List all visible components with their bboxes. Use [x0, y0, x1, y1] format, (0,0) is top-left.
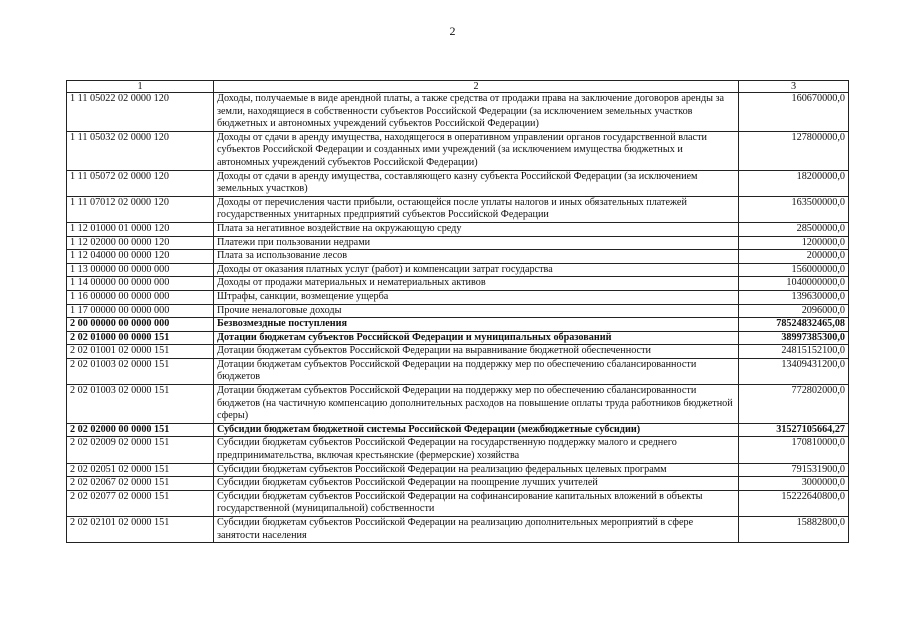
- description-cell: Доходы от сдачи в аренду имущества, находящегося в оперативном управлении органов государственной власти субъектов Российской Федерации и созданных ими учреждений (за исключением имущества бюджетных и автономных учреждений субъектов Российской Федерации): [214, 131, 739, 170]
- classification-code-cell: 2 02 01003 02 0000 151: [67, 385, 214, 424]
- table-row: [67, 423, 849, 437]
- table-row: [67, 222, 849, 236]
- table-row: [67, 250, 849, 264]
- description-cell: Дотации бюджетам субъектов Российской Федерации и муниципальных образований: [214, 331, 739, 345]
- classification-code-cell: 2 02 01001 02 0000 151: [67, 345, 214, 359]
- classification-code-cell: 1 12 02000 00 0000 120: [67, 236, 214, 250]
- table-row: [67, 236, 849, 250]
- amount-cell: 13409431200,0: [739, 358, 849, 384]
- description-cell: Доходы от сдачи в аренду имущества, составляющего казну субъекта Российской Федерации (за исключением земельных участков): [214, 170, 739, 196]
- table-row: [67, 490, 849, 516]
- amount-cell: 156000000,0: [739, 263, 849, 277]
- classification-code-cell: 2 02 02000 00 0000 151: [67, 423, 214, 437]
- amount-cell: 791531900,0: [739, 463, 849, 477]
- classification-code-cell: 2 02 01003 02 0000 151: [67, 358, 214, 384]
- description-cell: Платежи при пользовании недрами: [214, 236, 739, 250]
- table-row: [67, 385, 849, 424]
- description-cell: Субсидии бюджетам бюджетной системы Российской Федерации (межбюджетные субсидии): [214, 423, 739, 437]
- amount-cell: 139630000,0: [739, 290, 849, 304]
- amount-cell: 78524832465,08: [739, 318, 849, 332]
- classification-code-cell: 1 12 04000 00 0000 120: [67, 250, 214, 264]
- amount-cell: 200000,0: [739, 250, 849, 264]
- amount-cell: 15222640800,0: [739, 490, 849, 516]
- table-row: [67, 131, 849, 170]
- amount-cell: 24815152100,0: [739, 345, 849, 359]
- description-cell: Дотации бюджетам субъектов Российской Федерации на выравнивание бюджетной обеспеченности: [214, 345, 739, 359]
- table-header-row: [67, 81, 849, 93]
- description-cell: Плата за использование лесов: [214, 250, 739, 264]
- table-row: [67, 290, 849, 304]
- amount-cell: 772802000,0: [739, 385, 849, 424]
- description-cell: Доходы, получаемые в виде арендной платы, а также средства от продажи права на заключение договоров аренды за земли, находящиеся в собственности субъектов Российской Федерации (за исключением земельных участков бюджетных и автономных учреждений субъектов Российской Федерации): [214, 93, 739, 132]
- classification-code-cell: 1 17 00000 00 0000 000: [67, 304, 214, 318]
- classification-code-cell: 1 11 05032 02 0000 120: [67, 131, 214, 170]
- revenue-table: [66, 80, 849, 543]
- amount-cell: 3000000,0: [739, 477, 849, 491]
- classification-code-cell: 2 02 02101 02 0000 151: [67, 517, 214, 543]
- table-row: [67, 318, 849, 332]
- page-number: 2: [449, 24, 456, 38]
- description-cell: Дотации бюджетам субъектов Российской Федерации на поддержку мер по обеспечению сбалансированности бюджетов (на частичную компенсацию дополнительных расходов на повышение оплаты труда работников бюджетной сферы): [214, 385, 739, 424]
- amount-cell: 170810000,0: [739, 437, 849, 463]
- amount-cell: 2096000,0: [739, 304, 849, 318]
- table-row: [67, 477, 849, 491]
- table-row: [67, 463, 849, 477]
- amount-cell: 1040000000,0: [739, 277, 849, 291]
- classification-code-cell: 1 13 00000 00 0000 000: [67, 263, 214, 277]
- description-cell: Безвозмездные поступления: [214, 318, 739, 332]
- table-row: [67, 517, 849, 543]
- description-cell: Доходы от оказания платных услуг (работ) и компенсации затрат государства: [214, 263, 739, 277]
- description-cell: Прочие неналоговые доходы: [214, 304, 739, 318]
- classification-code-cell: 1 16 00000 00 0000 000: [67, 290, 214, 304]
- table-row: [67, 437, 849, 463]
- table-row: [67, 358, 849, 384]
- description-cell: Плата за негативное воздействие на окружающую среду: [214, 222, 739, 236]
- classification-code-cell: 2 02 02009 02 0000 151: [67, 437, 214, 463]
- table-row: [67, 196, 849, 222]
- classification-code-cell: 2 02 01000 00 0000 151: [67, 331, 214, 345]
- description-cell: Штрафы, санкции, возмещение ущерба: [214, 290, 739, 304]
- table-row: [67, 304, 849, 318]
- description-cell: Субсидии бюджетам субъектов Российской Федерации на реализацию дополнительных мероприятий в сфере занятости населения: [214, 517, 739, 543]
- table-row: [67, 263, 849, 277]
- description-cell: Доходы от перечисления части прибыли, остающейся после уплаты налогов и иных обязательных платежей государственных унитарных предприятий субъектов Российской Федерации: [214, 196, 739, 222]
- classification-code-cell: 1 12 01000 01 0000 120: [67, 222, 214, 236]
- description-cell: Субсидии бюджетам субъектов Российской Федерации на поощрение лучших учителей: [214, 477, 739, 491]
- amount-cell: 15882800,0: [739, 517, 849, 543]
- column-header-3: 3: [739, 81, 849, 93]
- description-cell: Субсидии бюджетам субъектов Российской Федерации на софинансирование капитальных вложений в объекты государственной (муниципальной) собственности: [214, 490, 739, 516]
- column-header-1: 1: [67, 81, 214, 93]
- table-row: [67, 331, 849, 345]
- amount-cell: 1200000,0: [739, 236, 849, 250]
- amount-cell: 18200000,0: [739, 170, 849, 196]
- table-body: [67, 93, 849, 543]
- description-cell: Дотации бюджетам субъектов Российской Федерации на поддержку мер по обеспечению сбалансированности бюджетов: [214, 358, 739, 384]
- column-header-2: 2: [214, 81, 739, 93]
- table-row: [67, 170, 849, 196]
- classification-code-cell: 1 11 05072 02 0000 120: [67, 170, 214, 196]
- amount-cell: 28500000,0: [739, 222, 849, 236]
- description-cell: Субсидии бюджетам субъектов Российской Федерации на государственную поддержку малого и среднего предпринимательства, включая крестьянские (фермерские) хозяйства: [214, 437, 739, 463]
- classification-code-cell: 2 02 02067 02 0000 151: [67, 477, 214, 491]
- classification-code-cell: 2 02 02077 02 0000 151: [67, 490, 214, 516]
- description-cell: Доходы от продажи материальных и нематериальных активов: [214, 277, 739, 291]
- classification-code-cell: 1 11 07012 02 0000 120: [67, 196, 214, 222]
- description-cell: Субсидии бюджетам субъектов Российской Федерации на реализацию федеральных целевых программ: [214, 463, 739, 477]
- amount-cell: 163500000,0: [739, 196, 849, 222]
- amount-cell: 31527105664,27: [739, 423, 849, 437]
- classification-code-cell: 2 00 00000 00 0000 000: [67, 318, 214, 332]
- classification-code-cell: 1 11 05022 02 0000 120: [67, 93, 214, 132]
- table-row: [67, 277, 849, 291]
- table-row: [67, 93, 849, 132]
- amount-cell: 127800000,0: [739, 131, 849, 170]
- classification-code-cell: 1 14 00000 00 0000 000: [67, 277, 214, 291]
- amount-cell: 38997385300,0: [739, 331, 849, 345]
- classification-code-cell: 2 02 02051 02 0000 151: [67, 463, 214, 477]
- table-row: [67, 345, 849, 359]
- amount-cell: 160670000,0: [739, 93, 849, 132]
